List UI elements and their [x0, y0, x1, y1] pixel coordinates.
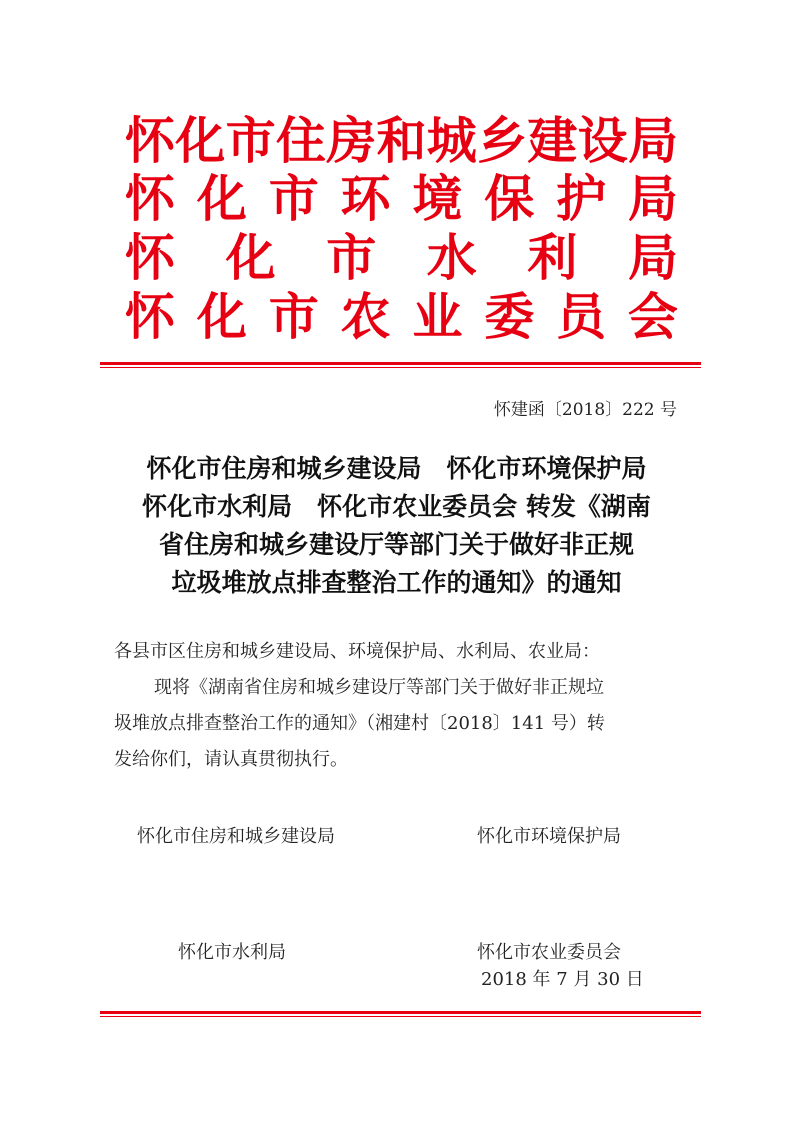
header-text-4 — [125, 288, 678, 346]
body-paragraph-line: 发给你们，请认真贯彻执行。 — [114, 749, 348, 770]
header-char: 城 — [426, 111, 477, 170]
header-char: 怀 — [125, 228, 175, 287]
header-text-2 — [125, 170, 678, 228]
document-title — [100, 450, 693, 602]
document-number: 怀建函〔2018〕222 号 — [493, 400, 677, 420]
header-char: 市 — [268, 287, 319, 346]
header-char: 住 — [275, 111, 326, 170]
header-char: 保 — [484, 169, 535, 228]
header-char: 怀 — [125, 111, 175, 170]
signature-water-bureau: 怀化市水利局 — [178, 942, 286, 963]
header-char: 怀 — [125, 287, 175, 346]
header-char: 局 — [627, 111, 678, 170]
header-char: 护 — [556, 169, 607, 228]
header-char: 利 — [527, 228, 578, 287]
header-char: 房 — [326, 111, 377, 170]
signature-environment-bureau: 怀化市环境保护局 — [477, 826, 621, 847]
header-char: 环 — [340, 169, 391, 228]
signature-agriculture-committee: 怀化市农业委员会 — [477, 942, 621, 963]
header-char: 市 — [326, 228, 377, 287]
header-text-3 — [125, 229, 678, 287]
header-char: 乡 — [477, 111, 528, 170]
header-char: 化 — [196, 287, 247, 346]
header-char: 建 — [527, 111, 578, 170]
title-line: 垃圾堆放点排查整治工作的通知》的通知 — [171, 568, 622, 597]
header-char: 怀 — [125, 169, 175, 228]
header-line-housing-bureau — [0, 112, 793, 170]
header-char: 委 — [484, 287, 535, 346]
header-char: 局 — [627, 169, 678, 228]
signature-housing-bureau: 怀化市住房和城乡建设局 — [137, 826, 335, 847]
header-char: 市 — [225, 111, 276, 170]
header-char: 化 — [196, 169, 247, 228]
title-line: 怀化市住房和城乡建设局 怀化市环境保护局 — [146, 454, 647, 483]
header-red-rule-thick — [100, 362, 701, 365]
signature-date: 2018 年 7 月 30 日 — [481, 969, 644, 990]
header-red-rule-thin — [100, 367, 701, 368]
body-paragraph-line: 圾堆放点排查整治工作的通知》（湘建村〔2018〕141 号）转 — [114, 713, 605, 734]
header-line-environment-bureau — [0, 170, 793, 228]
footer-red-rule-thin — [100, 1016, 701, 1017]
header-line-water-bureau — [0, 229, 793, 287]
header-char: 农 — [340, 287, 391, 346]
header-char: 设 — [577, 111, 628, 170]
title-line: 怀化市水利局 怀化市农业委员会 转发《湖南 — [142, 492, 651, 521]
header-char: 水 — [426, 228, 477, 287]
header-char: 境 — [412, 169, 463, 228]
header-line-agriculture-committee — [0, 288, 793, 346]
salutation: 各县市区住房和城乡建设局、环境保护局、水利局、农业局： — [114, 641, 600, 662]
header-text-1 — [125, 112, 678, 170]
header-char: 和 — [376, 111, 427, 170]
body-paragraph-line: 现将《湖南省住房和城乡建设厅等部门关于做好非正规垃 — [154, 677, 604, 698]
title-line: 省住房和城乡建设厅等部门关于做好非正规 — [158, 530, 634, 559]
header-char: 员 — [556, 287, 607, 346]
header-char: 业 — [412, 287, 463, 346]
header-char: 化 — [225, 228, 276, 287]
header-char: 会 — [627, 287, 678, 346]
header-char: 局 — [627, 228, 678, 287]
header-char: 市 — [268, 169, 319, 228]
footer-red-rule-thick — [100, 1011, 701, 1014]
header-char: 化 — [175, 111, 226, 170]
